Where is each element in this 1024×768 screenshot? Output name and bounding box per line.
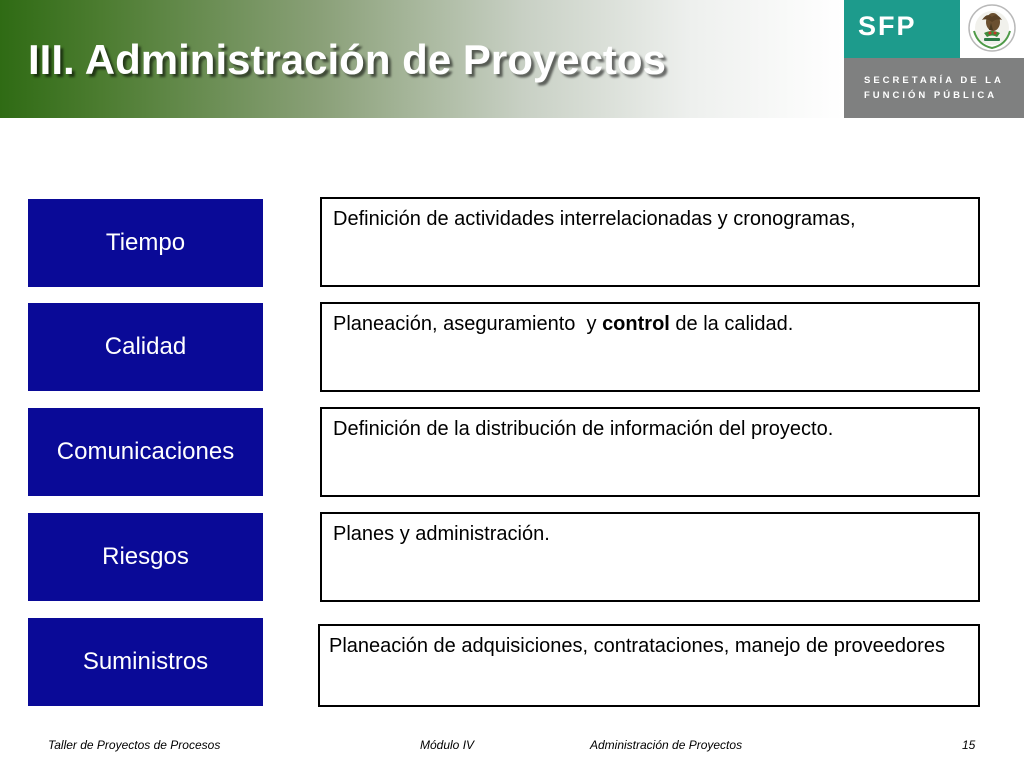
description-riesgos: [320, 512, 980, 602]
description-text: Planeación de adquisiciones, contrataciones, manejo de proveedores: [329, 635, 945, 657]
header-banner: [0, 0, 844, 118]
description-bold-text: control: [602, 313, 670, 335]
logo-text-line2: FUNCIÓN PÚBLICA: [864, 90, 998, 101]
description-text: de la calidad.: [669, 313, 794, 335]
logo-text-line1: SECRETARÍA DE LA: [864, 75, 1004, 86]
description-comunicaciones: [320, 407, 980, 497]
category-calidad: Calidad: [28, 303, 263, 391]
page-title: III. Administración de Proyectos: [28, 36, 666, 83]
page-number: 15: [962, 738, 976, 752]
footer-course: Taller de Proyectos de Procesos: [48, 738, 221, 752]
mexican-coat-of-arms-icon: [960, 0, 1024, 58]
category-suministros: Suministros: [28, 618, 263, 706]
sfp-acronym: SFP: [858, 11, 917, 41]
sfp-logo-badge: [844, 0, 960, 58]
footer-module: Módulo IV: [420, 738, 475, 752]
description-text: Planes y administración.: [333, 523, 550, 545]
description-text: Definición de la distribución de información del proyecto.: [333, 418, 834, 440]
category-comunicaciones: Comunicaciones: [28, 408, 263, 496]
description-calidad: [320, 302, 980, 392]
category-tiempo: Tiempo: [28, 199, 263, 287]
category-riesgos: Riesgos: [28, 513, 263, 601]
description-suministros: [318, 624, 980, 707]
sfp-logo: [844, 0, 1024, 118]
description-text: Definición de actividades interrelacionadas y cronogramas,: [333, 208, 856, 230]
description-tiempo: [320, 197, 980, 287]
description-text: Planeación, aseguramiento y: [333, 313, 603, 335]
footer-section: Administración de Proyectos: [590, 738, 743, 752]
